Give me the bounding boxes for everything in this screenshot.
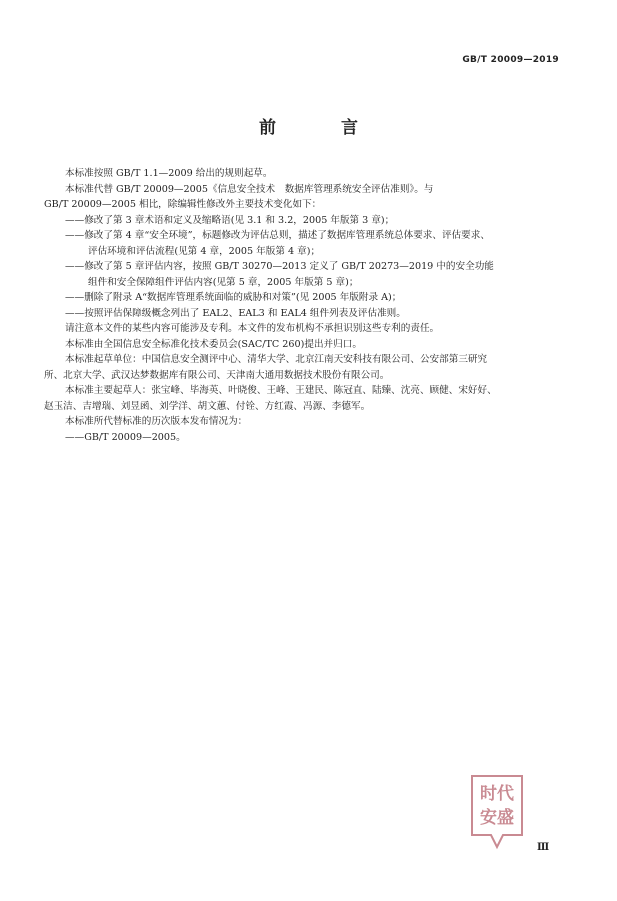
change-item-2-line2: 评估环境和评估流程(见第 4 章，2005 年版第 4 章)； (88, 245, 321, 257)
document-body (44, 166, 564, 445)
paragraph-proposer: 本标准由全国信息安全标准化技术委员会(SAC/TC 260)提出并归口。 (65, 338, 362, 350)
history-item: ——GB/T 20009—2005。 (65, 431, 186, 443)
stamp-line2: 安盛 (480, 808, 514, 828)
paragraph-replaces-line2: GB/T 20009—2005 相比，除编辑性修改外主要技术变化如下： (44, 199, 322, 210)
paragraph-history: 本标准所代替标准的历次版本发布情况为： (65, 416, 248, 427)
paragraph-drafting-units-line1: 本标准起草单位：中国信息安全测评中心、清华大学、北京江南天安科技有限公司、公安部第三研究 (65, 354, 488, 365)
paragraph-drafting-units-line2: 所、北京大学、武汉达梦数据库有限公司、天津南大通用数据技术股份有限公司。 (44, 369, 390, 381)
paragraph-replaces-line1: 本标准代替 GB/T 20009—2005《信息安全技术 数据库管理系统安全评估准则》。与 (65, 183, 434, 195)
page-title: 前 言 (259, 118, 382, 138)
change-item-4: ——删除了附录 A“数据库管理系统面临的威胁和对策”(见 2005 年版附录 A)； (65, 292, 402, 303)
change-item-5: ——按照评估保障级概念列出了 EAL2、EAL3 和 EAL4 组件列表及评估准则。 (65, 307, 406, 319)
change-item-3-line1: ——修改了第 5 章评估内容，按照 GB/T 30270—2013 定义了 GB/T 20273—2019 中的安全功能 (65, 261, 494, 272)
change-item-2-line1: ——修改了第 4 章“安全环境”，标题修改为评估总则，描述了数据库管理系统总体要求、评估要求、 (65, 230, 490, 241)
stamp-line1: 时代 (480, 784, 514, 804)
standard-code: GB/T 20009—2019 (462, 55, 559, 65)
change-item-3-line2: 组件和安全保障组件评估内容(见第 5 章，2005 年版第 5 章)； (88, 276, 359, 288)
paragraph-drafters-line1: 本标准主要起草人：张宝峰、毕海英、叶晓俊、王峰、王建民、陈冠直、陆臻、沈亮、顾健、宋好好、 (65, 385, 497, 396)
watermark-stamp (469, 773, 525, 851)
paragraph-patent-notice: 请注意本文件的某些内容可能涉及专利。本文件的发布机构不承担识别这些专利的责任。 (65, 323, 440, 334)
page-number: Ⅲ (537, 842, 550, 853)
change-item-1: ——修改了第 3 章术语和定义及缩略语(见 3.1 和 3.2，2005 年版第 3 章)； (65, 214, 395, 226)
paragraph-drafting-rule: 本标准按照 GB/T 1.1—2009 给出的规则起草。 (65, 168, 273, 179)
paragraph-drafters-line2: 赵玉洁、吉增瑞、刘昱函、刘学洋、胡文蕙、付铨、方红霞、冯源、李德军。 (44, 400, 371, 412)
